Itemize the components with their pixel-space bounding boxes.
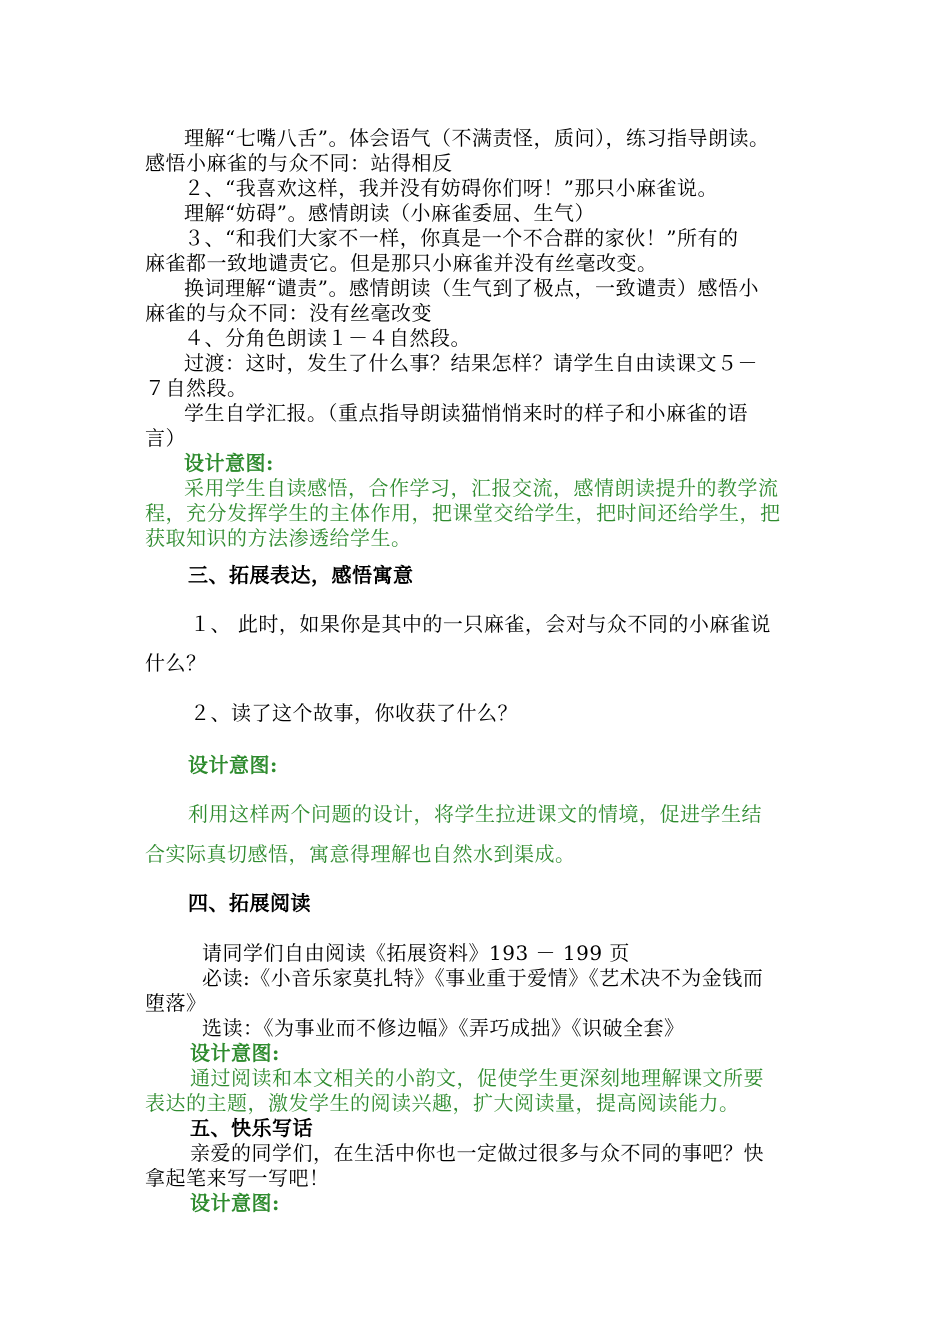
design-intent-line: 获取知识的方法渗透给学生。 [145,526,412,550]
paragraph-line: 换词理解“谴责”。感情朗读（生气到了极点，一致谴责）感悟小 [184,276,759,300]
design-intent-line: 程，充分发挥学生的主体作用，把课堂交给学生，把时间还给学生，把 [145,501,781,525]
paragraph-line: 请同学们自由阅读《拓展资料》193 － 199 页 [202,941,630,965]
paragraph-line: 学生自学汇报。（重点指导朗读猫悄悄来时的样子和小麻雀的语 [184,401,748,425]
paragraph-line: 理解“七嘴八舌”。体会语气（不满责怪，质问），练习指导朗读。 [184,126,770,150]
paragraph-line: 什么？ [145,651,207,675]
design-intent-line: 利用这样两个问题的设计，将学生拉进课文的情境，促进学生结 [188,802,762,826]
paragraph-line: 理解“妨碍”。感情朗读（小麻雀委屈、生气） [184,201,595,225]
design-intent-heading: 设计意图: [184,451,274,475]
paragraph-line: １、 此时，如果你是其中的一只麻雀，会对与众不同的小麻雀说 [190,612,771,636]
paragraph-line: ２、“我喜欢这样，我并没有妨碍你们呀！”那只小麻雀说。 [184,176,718,200]
design-intent-heading: 设计意图: [190,1191,280,1215]
design-intent-line: 表达的主题，激发学生的阅读兴趣，扩大阅读量，提高阅读能力。 [145,1091,740,1115]
design-intent-line: 合实际真切感悟，寓意得理解也自然水到渠成。 [145,842,576,866]
design-intent-heading: 设计意图: [190,1041,280,1065]
paragraph-line: 亲爱的同学们，在生活中你也一定做过很多与众不同的事吧？快 [190,1141,764,1165]
paragraph-line: ４、分角色朗读１－４自然段。 [184,326,471,350]
paragraph-line: 感悟小麻雀的与众不同：站得相反 [145,151,453,175]
paragraph-line: ７自然段。 [145,376,248,400]
section-heading: 三、拓展表达，感悟寓意 [188,563,414,587]
paragraph-line: 过渡：这时，发生了什么事？结果怎样？请学生自由读课文５－ [184,351,758,375]
paragraph-line: 选读：《为事业而不修边幅》《弄巧成拙》《识破全套》 [202,1016,685,1040]
paragraph-line: ２、读了这个故事，你收获了什么？ [190,701,518,725]
design-intent-line: 通过阅读和本文相关的小韵文，促使学生更深刻地理解课文所要 [190,1066,764,1090]
paragraph-line: 言） [145,426,186,450]
paragraph-line: 麻雀的与众不同：没有丝毫改变 [145,301,432,325]
section-heading: 四、拓展阅读 [188,891,311,915]
section-heading: 五、快乐写话 [190,1116,313,1140]
paragraph-line: ３、“和我们大家不一样，你真是一个不合群的家伙！”所有的 [184,226,739,250]
paragraph-line: 必读:《小音乐家莫扎特》《事业重于爱情》《艺术决不为金钱而 [202,966,764,990]
paragraph-line: 堕落》 [145,991,207,1015]
design-intent-line: 采用学生自读感悟，合作学习，汇报交流，感情朗读提升的教学流 [184,476,779,500]
paragraph-line: 麻雀都一致地谴责它。但是那只小麻雀并没有丝毫改变。 [145,251,658,275]
paragraph-line: 拿起笔来写一写吧！ [145,1166,330,1190]
design-intent-heading: 设计意图: [188,753,278,777]
